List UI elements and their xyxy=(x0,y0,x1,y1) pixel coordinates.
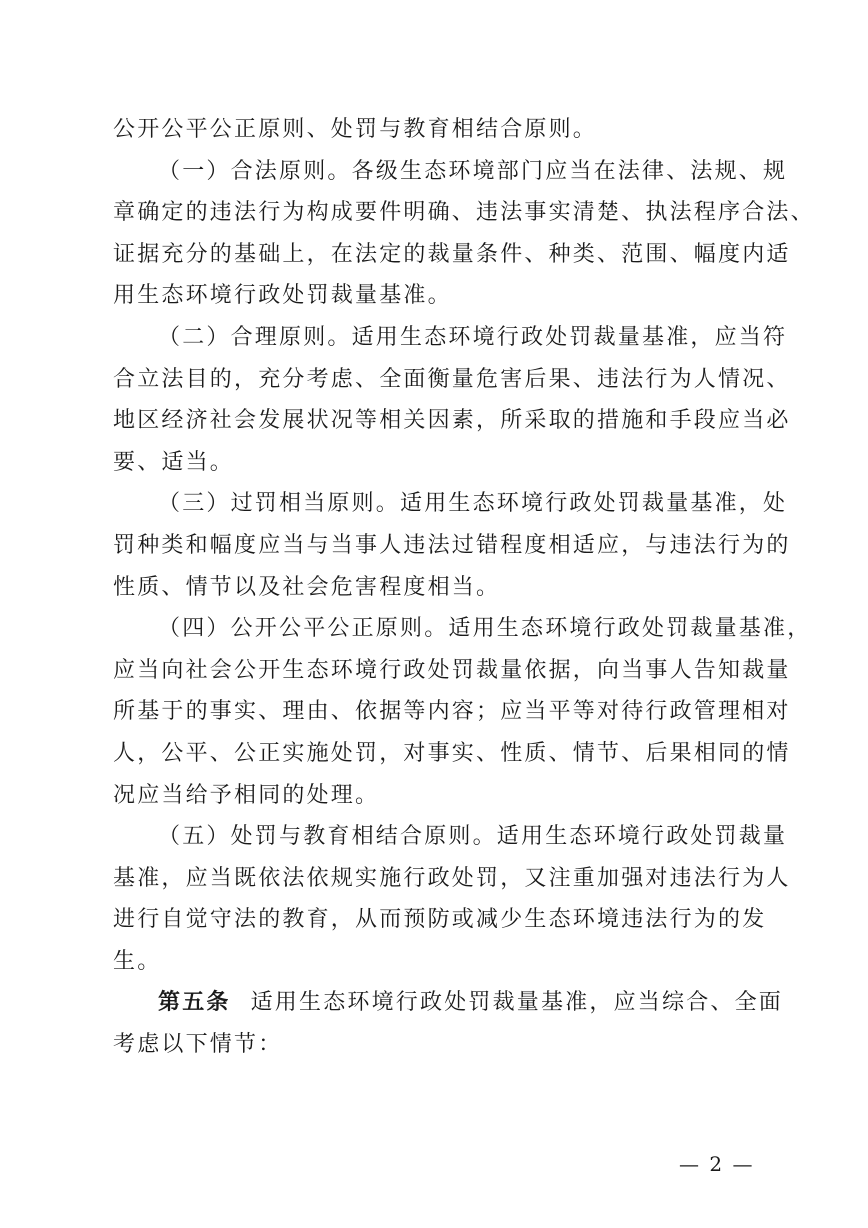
text-line: 公开公平公正原则、处罚与教育相结合原则。 xyxy=(113,117,598,142)
text-line: 况应当给予相同的处理。 xyxy=(113,782,380,808)
text-line: 要、适当。 xyxy=(113,449,235,475)
text-line: 合立法目的，充分考虑、全面衡量危害后果、违法行为人情况、 xyxy=(113,366,791,392)
text-line: 地区经济社会发展状况等相关因素，所采取的措施和手段应当必 xyxy=(113,408,791,434)
text-line: 章确定的违法行为构成要件明确、违法事实清楚、执法程序合法、 xyxy=(113,200,815,226)
document-body xyxy=(113,109,815,1066)
text-line: 生。 xyxy=(113,948,162,974)
text-line-principle-3: （三）过罚相当原则。适用生态环境行政处罚裁量基准，处 xyxy=(158,491,788,517)
text-line: 证据充分的基础上，在法定的裁量条件、种类、范围、幅度内适 xyxy=(113,241,791,267)
text-line: 用生态环境行政处罚裁量基准。 xyxy=(113,283,452,309)
text-line: 基准，应当既依法依规实施行政处罚，又注重加强对违法行为人 xyxy=(113,865,791,891)
text-line-principle-2: （二）合理原则。适用生态环境行政处罚裁量基准，应当符 xyxy=(158,324,788,350)
text-line: 应当向社会公开生态环境行政处罚裁量依据，向当事人告知裁量 xyxy=(113,657,791,683)
text-line: 罚种类和幅度应当与当事人违法过错程度相适应，与违法行为的 xyxy=(113,532,791,558)
article-5-text: 适用生态环境行政处罚裁量基准，应当综合、全面 xyxy=(250,990,784,1016)
text-line-principle-1: （一）合法原则。各级生态环境部门应当在法律、法规、规 xyxy=(158,158,788,184)
article-5-heading: 第五条 xyxy=(158,990,231,1016)
text-line-principle-4: （四）公开公平公正原则。适用生态环境行政处罚裁量基准， xyxy=(158,616,812,642)
article-5-line xyxy=(113,982,784,1024)
text-line: 考虑以下情节： xyxy=(113,1032,283,1058)
text-line: 性质、情节以及社会危害程度相当。 xyxy=(113,574,501,600)
text-line: 进行自觉守法的教育，从而预防或减少生态环境违法行为的发 xyxy=(113,907,767,933)
text-line: 人，公平、公正实施处罚，对事实、性质、情节、后果相同的情 xyxy=(113,740,791,766)
text-line: 所基于的事实、理由、依据等内容；应当平等对待行政管理相对 xyxy=(113,699,791,725)
page-number: — 2 — xyxy=(679,1152,755,1176)
text-line-principle-5: （五）处罚与教育相结合原则。适用生态环境行政处罚裁量 xyxy=(158,824,788,850)
